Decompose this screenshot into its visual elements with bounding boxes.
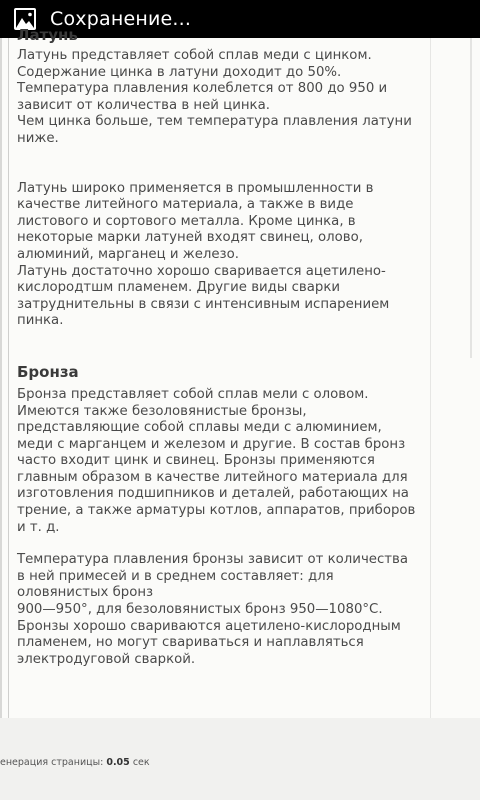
generation-time bbox=[0, 757, 150, 768]
brass-paragraph-4: Латунь достаточно хорошо сваривается ацетилено-кислородтшм пламенем. Другие виды сварки затруднительны в связи с интенсивным испарением пинка. bbox=[17, 263, 390, 329]
page-footer bbox=[0, 718, 480, 800]
generation-time-value: 0.05 bbox=[106, 757, 130, 768]
status-title: Сохранение... bbox=[50, 8, 192, 30]
bronze-paragraph-2: Температура плавления бронзы зависит от количества в ней примесей и в среднем составляет: для оловянистых бронз bbox=[17, 552, 409, 601]
brass-paragraph-3: Латунь широко применяется в промышленности в качестве литейного материала, а также в виде листового и сортового металла. Кроме цинка, в некоторые марки латуней входят свинец, олово, алюминий, марганец и железо. bbox=[17, 180, 374, 262]
page-left-rule bbox=[8, 38, 9, 718]
generation-time-unit: сек bbox=[132, 757, 150, 768]
brass-paragraph-2: Чем цинка больше, тем температура плавления латуни ниже. bbox=[17, 114, 412, 146]
bronze-paragraph-1: Бронза представляет собой сплав мели с оловом. Имеются также безоловянистые бронзы, представляющие собой сплавы меди с алюминием, меди с марганцем и железом и другие. В состав бронз часто входит цинк и свинец. Бронзы применяются главным образом в качестве литейного материала для изготовления подшипников и деталей, работающих на трение, а также арматуры котлов, аппаратов, приборов и т. д. bbox=[17, 386, 416, 535]
brass-heading: Латунь bbox=[17, 26, 78, 44]
generation-time-label: енерация страницы: bbox=[0, 757, 104, 768]
article-content bbox=[17, 26, 417, 668]
brass-paragraph-1: Латунь представляет собой сплав меди с цинком. Содержание цинка в латуни доходит до 50%. Температура плавления колеблется от 800 до 950 и зависит от количества в ней цинка. bbox=[17, 48, 388, 113]
bronze-paragraph-3: 900—950°, для безоловянистых бронз 950—1080°C. Бронзы хорошо свариваются ацетилено-кислородным пламенем, но могут свариваться и наплавляться электродуговой сваркой. bbox=[17, 602, 401, 667]
page-right-rule bbox=[430, 38, 431, 718]
bronze-heading: Бронза bbox=[17, 362, 79, 381]
page-scroll-shadow bbox=[470, 38, 472, 358]
